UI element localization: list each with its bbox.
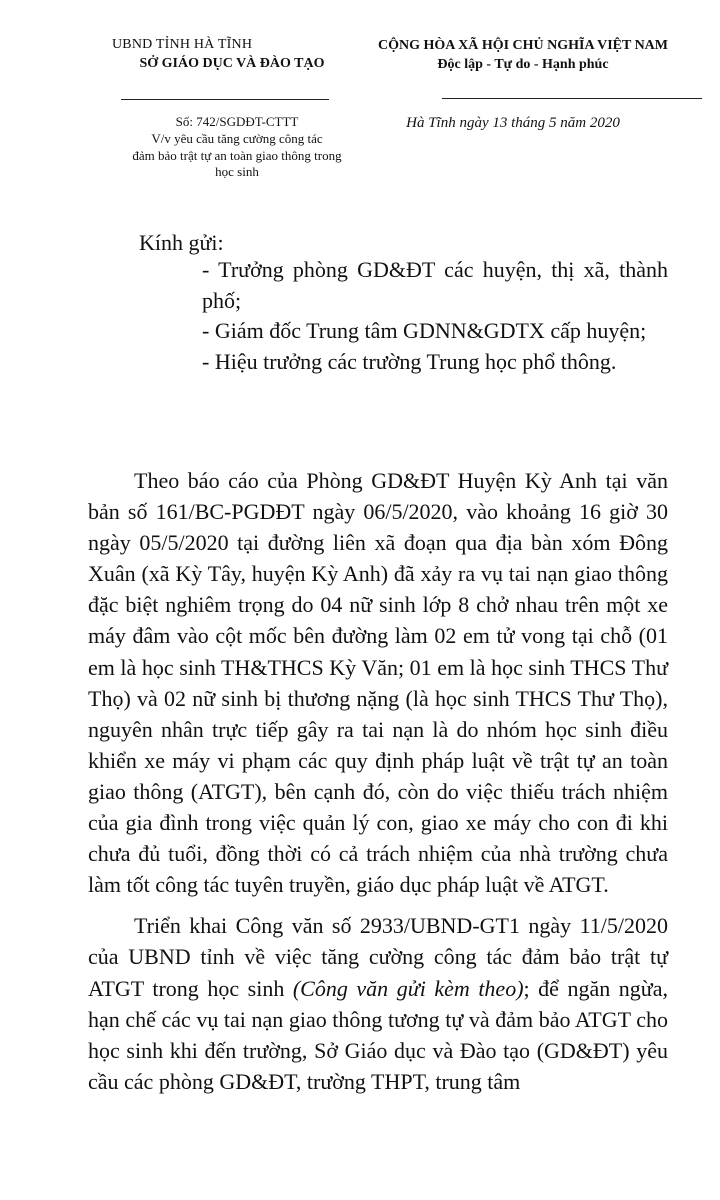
recipient-item: - Trưởng phòng GD&ĐT các huyện, thị xã, thành phố; xyxy=(202,257,668,313)
body-paragraph-2 xyxy=(88,910,668,1097)
national-motto: Độc lập - Tự do - Hạnh phúc xyxy=(437,57,609,72)
issuing-organization: SỞ GIÁO DỤC VÀ ĐÀO TẠO xyxy=(139,56,325,71)
subject-line: đảm bảo trật tự an toàn giao thông trong xyxy=(132,147,342,163)
recipient-list xyxy=(202,255,668,377)
recipient-item: - Hiệu trưởng các trường Trung học phổ thông. xyxy=(202,348,617,374)
left-header-underline xyxy=(121,99,329,100)
paragraph-2-text: Triển khai Công văn số 2933/UBND-GT1 ngày 11/5/2020 của UBND tỉnh về việc tăng cường công tác đảm bảo trật tự ATGT trong học sinh xyxy=(88,913,668,1001)
body-paragraph-1: Theo báo cáo của Phòng GD&ĐT Huyện Kỳ Anh tại văn bản số 161/BC-PGDĐT ngày 06/5/2020, vào khoảng 16 giờ 30 ngày 05/5/2020 tại đường liên xã đoạn qua địa bàn xóm Đông Xuân (xã Kỳ Tây, huyện Kỳ Anh) đã xảy ra vụ tai nạn giao thông đặc biệt nghiêm trọng do 04 nữ sinh lớp 8 chở nhau trên một xe máy đâm vào cột mốc bên đường làm 02 em tử vong tại chỗ (01 em là học sinh TH&THCS Kỳ Văn; 01 em là học sinh THCS Thư Thọ) và 02 nữ sinh bị thương nặng (là học sinh THCS Thư Thọ), nguyên nhân trực tiếp gây ra tai nạn là do nhóm học sinh điều khiển xe máy vi phạm các quy định pháp luật về trật tự an toàn giao thông (ATGT), bên cạnh đó, còn do việc thiếu trách nhiệm của gia đình trong việc quản lý con, giao xe máy cho con đi khi chưa đủ tuổi, đồng thời có cả trách nhiệm của nhà trường chưa làm tốt công tác tuyên truyền, giáo dục pháp luật về ATGT. xyxy=(88,468,668,898)
greeting: Kính gửi: xyxy=(139,230,224,255)
document-subject xyxy=(92,131,382,181)
attachment-note: (Công văn gửi kèm theo) xyxy=(292,975,524,1001)
document-body xyxy=(88,465,668,1107)
parent-organization: UBND TỈNH HÀ TĨNH xyxy=(112,37,253,52)
paragraph-2-continuation: ; để ngăn ngừa, hạn chế các vụ tai nạn giao thông tương tự và đảm bảo ATGT cho học sinh khi đến trường, Sở Giáo dục và Đào tạo (GD&ĐT) yêu cầu các phòng GD&ĐT, trường THPT, trung tâm xyxy=(88,975,668,1094)
right-header-underline xyxy=(442,98,702,99)
place-and-date: Hà Tĩnh ngày 13 tháng 5 năm 2020 xyxy=(406,115,620,131)
issuing-authority-block xyxy=(92,36,382,73)
document-number: Số: 742/SGDĐT-CTTT xyxy=(175,114,299,129)
subject-line: V/v yêu cầu tăng cường công tác xyxy=(151,131,323,146)
recipient-item: - Giám đốc Trung tâm GDNN&GDTX cấp huyện; xyxy=(202,318,647,343)
subject-line: học sinh xyxy=(215,164,259,179)
national-title: CỘNG HÒA XÃ HỘI CHỦ NGHĨA VIỆT NAM xyxy=(377,38,668,53)
national-title-block xyxy=(348,36,698,74)
